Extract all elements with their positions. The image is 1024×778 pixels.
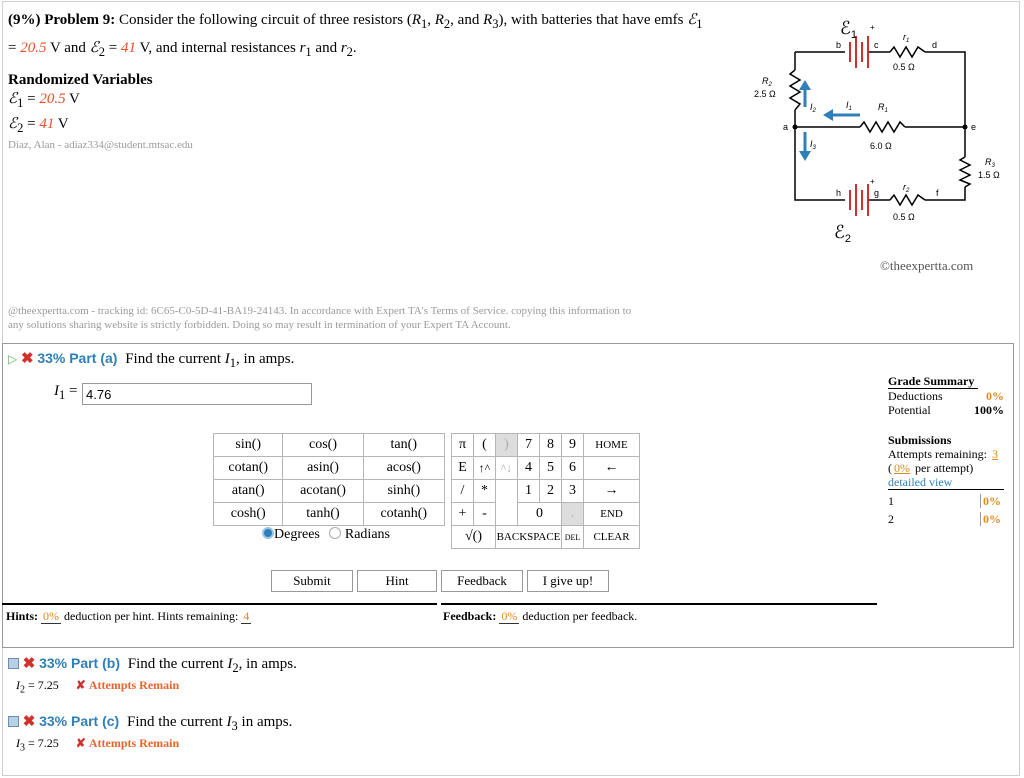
label-node-g: g <box>874 188 880 198</box>
key-tan[interactable]: tan() <box>363 434 444 457</box>
label-node-d: d <box>932 40 938 50</box>
label-node-f: f <box>936 188 939 198</box>
answer-input[interactable] <box>82 383 312 405</box>
grade-summary-title: Grade Summary <box>888 374 978 389</box>
key-atan[interactable]: atan() <box>214 480 283 503</box>
part-a-header <box>8 349 294 371</box>
submission-row: 1 0% <box>888 494 1004 508</box>
label-node-b: b <box>836 40 842 50</box>
function-keypad <box>213 433 445 526</box>
attempts-remaining: Attempts remaining: 3 <box>888 447 998 461</box>
degrees-radio[interactable] <box>262 527 274 539</box>
radians-radio[interactable] <box>329 527 341 539</box>
label-r1-value: 0.5 Ω <box>893 62 915 72</box>
key-6[interactable]: 6 <box>562 457 584 480</box>
key-8[interactable]: 8 <box>540 434 562 457</box>
attempts-x-icon: ✘ <box>75 736 86 750</box>
resistor-R2 <box>790 70 800 110</box>
part-a-input-label: $I_1$ = <box>54 383 78 402</box>
label-node-h: h <box>836 188 842 198</box>
numeric-keypad <box>451 433 640 549</box>
label-I3: $I_3$ <box>810 139 816 151</box>
submit-button[interactable]: Submit <box>271 570 353 592</box>
key-sqrt[interactable]: √() <box>452 526 496 549</box>
collapse-icon[interactable] <box>8 658 19 669</box>
copyright-label: ©theexpertta.com <box>880 258 974 273</box>
feedback-divider <box>441 603 877 605</box>
key-del[interactable]: DEL <box>562 526 584 549</box>
key-cosh[interactable]: cosh() <box>214 503 283 526</box>
part-a-percent: 33% Part (a) <box>37 350 118 366</box>
key-cotan[interactable]: cotan() <box>214 457 283 480</box>
randomized-variables <box>8 72 408 151</box>
svg-text:+: + <box>870 177 875 186</box>
key-5[interactable]: 5 <box>540 457 562 480</box>
key-0[interactable]: 0 <box>518 503 562 526</box>
part-c-question: Find the current $I_3$ in amps. <box>126 714 293 733</box>
label-node-a: a <box>783 122 789 132</box>
label-e2: ℰ$_2$ <box>834 222 852 245</box>
label-I2: $I_2$ <box>810 102 816 114</box>
part-b-question: Find the current $I_2$, in amps. <box>127 656 297 675</box>
resistor-R1 <box>860 122 905 132</box>
potential-row: Potential 100% <box>888 403 1004 417</box>
per-attempt: ( 0% per attempt) <box>888 461 974 475</box>
key-acos[interactable]: acos() <box>363 457 444 480</box>
key-plus[interactable]: + <box>452 503 474 526</box>
grade-summary <box>888 374 1004 526</box>
problem-intro: Consider the following circuit of three resistors ($R_1$, $R_2$, and $R_3$), with batteries that have emfs ℰ$_1$ <box>118 12 703 31</box>
label-R2: $R_2$ <box>762 76 772 88</box>
submission-row: 2 0% <box>888 512 1004 526</box>
key-minus[interactable]: - <box>474 503 496 526</box>
part-b-header <box>8 654 297 676</box>
label-r2-value: 0.5 Ω <box>893 212 915 222</box>
label-R1: $R_1$ <box>878 102 888 114</box>
arrow-I2-head <box>799 80 811 90</box>
key-2[interactable]: 2 <box>540 480 562 503</box>
key-up[interactable]: ↑^ <box>474 457 496 480</box>
submissions-title: Submissions <box>888 433 952 447</box>
key-sinh[interactable]: sinh() <box>363 480 444 503</box>
key-7[interactable]: 7 <box>518 434 540 457</box>
label-r1: $r_1$ <box>903 32 910 44</box>
hints-divider <box>2 603 437 605</box>
part-c-status: Attempts Remain <box>88 736 180 750</box>
part-b-percent: 33% Part (b) <box>39 655 120 671</box>
radians-label: Radians <box>344 527 390 542</box>
detailed-view-link[interactable]: detailed view <box>888 475 1004 490</box>
key-clear[interactable]: CLEAR <box>584 526 640 549</box>
part-a-question: Find the current $I_1$, in amps. <box>125 351 295 370</box>
key-multiply[interactable]: * <box>474 480 496 503</box>
key-home[interactable]: HOME <box>584 434 640 457</box>
key-backspace[interactable]: BACKSPACE <box>496 526 562 549</box>
resistor-r1 <box>890 47 925 57</box>
problem-statement <box>8 8 748 64</box>
key-left[interactable]: ← <box>584 457 640 480</box>
key-divide[interactable]: / <box>452 480 474 503</box>
label-R2-value: 2.5 Ω <box>754 89 776 99</box>
key-sin[interactable]: sin() <box>214 434 283 457</box>
feedback-info: Feedback: 0% deduction per feedback. <box>443 609 638 623</box>
problem-line2: = 20.5 V and ℰ$_2$ = 41 V, and internal resistances $r_1$ and $r_2$. <box>8 40 357 59</box>
key-right[interactable]: → <box>584 480 640 503</box>
status-x-icon: ✖ <box>22 714 36 730</box>
give-up-button[interactable]: I give up! <box>527 570 609 592</box>
label-r2: $r_2$ <box>903 182 910 194</box>
arrow-I3-head <box>799 151 811 161</box>
circuit-wires <box>795 52 965 200</box>
key-4[interactable]: 4 <box>518 457 540 480</box>
key-9[interactable]: 9 <box>562 434 584 457</box>
node-e <box>963 125 968 130</box>
key-e[interactable]: E <box>452 457 474 480</box>
hint-button[interactable]: Hint <box>357 570 437 592</box>
part-b-status: Attempts Remain <box>88 678 180 692</box>
key-asin[interactable]: asin() <box>283 457 363 480</box>
key-decimal[interactable]: . <box>562 503 584 526</box>
problem-title: Problem 9: <box>44 12 116 28</box>
feedback-button[interactable]: Feedback <box>441 570 523 592</box>
node-a <box>793 125 798 130</box>
label-node-c: c <box>874 40 879 50</box>
randomized-emf1: ℰ$_1$ = 20.5 V <box>8 91 80 110</box>
resistor-R3 <box>960 157 970 187</box>
angle-mode <box>262 527 390 543</box>
hints-info: Hints: 0% deduction per hint. Hints remaining: 4 <box>6 609 250 623</box>
circuit-diagram <box>750 12 1015 252</box>
part-c-answer: $I_3 = 7.25$ ✘ Attempts Remain <box>16 736 180 754</box>
key-cos[interactable]: cos() <box>283 434 363 457</box>
resistor-r2 <box>890 195 925 205</box>
expand-triangle-icon[interactable]: ▷ <box>8 352 18 366</box>
part-b-answer: $I_2 = 7.25$ ✘ Attempts Remain <box>16 678 180 696</box>
key-tanh[interactable]: tanh() <box>283 503 363 526</box>
arrow-I1-head <box>823 109 833 121</box>
label-e1: ℰ$_1$ <box>840 18 858 41</box>
key-pi[interactable]: π <box>452 434 474 457</box>
key-1[interactable]: 1 <box>518 480 540 503</box>
label-R3: $R_3$ <box>985 157 995 169</box>
student-info: Diaz, Alan - adiaz334@student.mtsac.edu <box>8 139 193 151</box>
label-R3-value: 1.5 Ω <box>978 170 1000 180</box>
key-acotan[interactable]: acotan() <box>283 480 363 503</box>
status-x-icon: ✖ <box>20 351 34 367</box>
key-3[interactable]: 3 <box>562 480 584 503</box>
problem-percent: (9%) <box>8 12 41 28</box>
attempts-x-icon: ✘ <box>75 678 86 692</box>
status-x-icon: ✖ <box>22 656 36 672</box>
part-c-percent: 33% Part (c) <box>39 713 120 729</box>
part-c-header <box>8 712 292 734</box>
key-rparen[interactable]: ) <box>496 434 518 457</box>
key-down[interactable]: ^↓ <box>496 457 518 480</box>
collapse-icon[interactable] <box>8 716 19 727</box>
degrees-label: Degrees <box>274 527 320 542</box>
tracking-notice: @theexpertta.com - tracking id: 6C65-C0-5D-41-BA19-24143. In accordance with Expert TA's Terms of Service. copying this information to any solutions sharing website is strictly forbidden. Doing so may result in termination of your Expert TA Account. <box>8 305 632 331</box>
deductions-row: Deductions 0% <box>888 389 1004 403</box>
label-node-e: e <box>971 122 977 132</box>
key-cotanh[interactable]: cotanh() <box>363 503 444 526</box>
key-end[interactable]: END <box>584 503 640 526</box>
label-I1: $I_1$ <box>846 100 852 112</box>
key-lparen[interactable]: ( <box>474 434 496 457</box>
label-R1-value: 6.0 Ω <box>870 141 892 151</box>
randomized-emf2: ℰ$_2$ = 41 V <box>8 116 69 135</box>
svg-text:+: + <box>870 23 875 32</box>
randomized-title: Randomized Variables <box>8 72 153 88</box>
battery-e2 <box>850 184 868 216</box>
